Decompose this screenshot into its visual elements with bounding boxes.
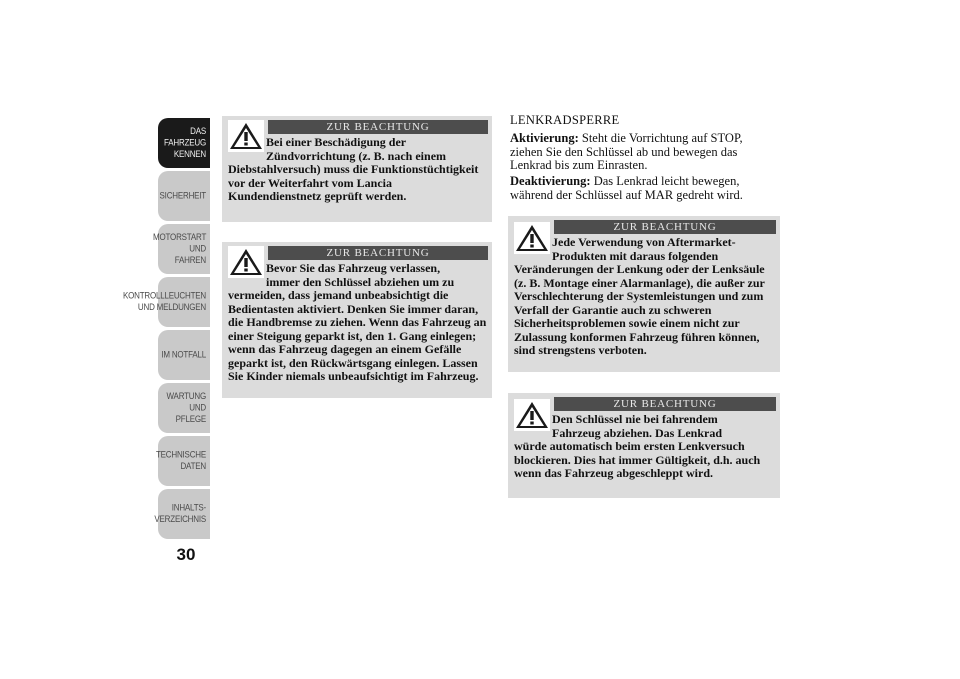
tab-motorstart-und-fahren[interactable] bbox=[153, 224, 210, 274]
warning-box-aftermarket bbox=[508, 216, 780, 372]
warning-triangle-icon bbox=[228, 246, 264, 278]
warning-header: ZUR BEACHTUNG bbox=[268, 120, 488, 134]
deactivation-paragraph bbox=[510, 175, 778, 202]
warning-line: Jede Verwendung von Aftermarket- bbox=[552, 235, 736, 249]
tab-label: KONTROLLLEUCHTEN UND MELDUNGEN bbox=[122, 290, 206, 313]
warning-line: Fahrzeug abziehen. Das Lenkrad bbox=[552, 425, 723, 440]
tab-label: MOTORSTART UND FAHREN bbox=[153, 231, 207, 266]
warning-triangle-icon bbox=[514, 222, 550, 254]
warning-box-key-removal bbox=[508, 393, 780, 498]
warning-line: Zündvorrichtung (z. B. nach einem bbox=[266, 148, 447, 163]
section-title: LENKRADSPERRE bbox=[510, 113, 620, 127]
tab-inhaltsverzeichnis[interactable] bbox=[154, 489, 210, 539]
page-number: 30 bbox=[176, 545, 196, 564]
warning-body: Diebstahlversuch) muss die Funktionstüchtigkeit vor der Weiterfahrt vom Lancia Kundendienstnetz geprüft werden. bbox=[228, 162, 479, 203]
activation-paragraph bbox=[510, 132, 778, 173]
warning-body: vermeiden, dass jemand unbeabsichtigt die Bedientasten aktiviert. Denken Sie immer daran, die Handbremse zu ziehen. Wenn das Fahrzeug an einer Steigung geparkt ist, den 1. Gang einlegen; wenn das Fahrzeug dagegen an einem Gefälle geparkt ist, den Rückwärtsgang einlegen. Lassen Sie Kinder niemals unbeaufsichtigt im Fahrzeug. bbox=[228, 288, 487, 383]
warning-triangle-icon bbox=[228, 120, 264, 152]
tab-label: TECHNISCHE DATEN bbox=[155, 449, 206, 472]
warning-body: Veränderungen der Lenkung oder der Lenksäule (z. B. Montage einer Alarmanlage), die außer zur Verschlechterung der Systemleistungen und zum Verfall der Garantie auch zu schweren Sicherheitsproblemen sowie einem nicht zur Zulassung konformen Fahrzeug führen können, sind strengstens verboten. bbox=[514, 262, 765, 357]
warning-box-ignition bbox=[222, 116, 492, 222]
warning-box-leaving-vehicle bbox=[222, 242, 492, 398]
warning-text bbox=[228, 136, 488, 204]
activation-text: Steht die Vorrichtung auf STOP, ziehen Sie den Schlüssel ab und bewegen das Lenkrad bis zum Einrasten. bbox=[510, 131, 743, 172]
warning-text bbox=[514, 413, 776, 481]
warning-line: Den Schlüssel nie bei fahrendem bbox=[552, 412, 718, 426]
tab-label: DAS FAHRZEUG KENNEN bbox=[164, 125, 206, 160]
warning-header: ZUR BEACHTUNG bbox=[554, 220, 776, 234]
tab-technische-daten[interactable] bbox=[155, 436, 210, 486]
deactivation-text: Das Lenkrad leicht bewegen, während der Schlüssel auf MAR gedreht wird. bbox=[510, 174, 743, 202]
tab-label: INHALTS- VERZEICHNIS bbox=[154, 502, 206, 525]
warning-header: ZUR BEACHTUNG bbox=[554, 397, 776, 411]
warning-header: ZUR BEACHTUNG bbox=[268, 246, 488, 260]
tab-label: IM NOTFALL bbox=[161, 349, 206, 360]
tab-sicherheit[interactable] bbox=[158, 171, 210, 221]
deactivation-label: Deaktivierung: bbox=[510, 174, 591, 188]
tab-im-notfall[interactable] bbox=[158, 330, 210, 380]
tab-das-fahrzeug-kennen[interactable] bbox=[158, 118, 210, 168]
warning-line: Bei einer Beschädigung der bbox=[266, 135, 407, 149]
tab-label: WARTUNG UND PFLEGE bbox=[166, 390, 206, 425]
warning-text bbox=[228, 262, 488, 384]
tab-label: SICHERHEIT bbox=[159, 190, 206, 201]
warning-line: Produkten mit daraus folgenden bbox=[552, 248, 719, 263]
warning-body: würde automatisch beim ersten Lenkversuch blockieren. Dies hat immer Gültigkeit, d.h. auch wenn das Fahrzeug abgeschleppt wird. bbox=[514, 439, 761, 480]
warning-text bbox=[514, 236, 776, 358]
warning-line: Bevor Sie das Fahrzeug verlassen, bbox=[266, 261, 441, 275]
activation-label: Aktivierung: bbox=[510, 131, 579, 145]
tab-kontrollleuchten[interactable] bbox=[122, 277, 210, 327]
warning-line: immer den Schlüssel abziehen um zu bbox=[266, 274, 455, 289]
warning-triangle-icon bbox=[514, 399, 550, 431]
tab-wartung-und-pflege[interactable] bbox=[158, 383, 210, 433]
